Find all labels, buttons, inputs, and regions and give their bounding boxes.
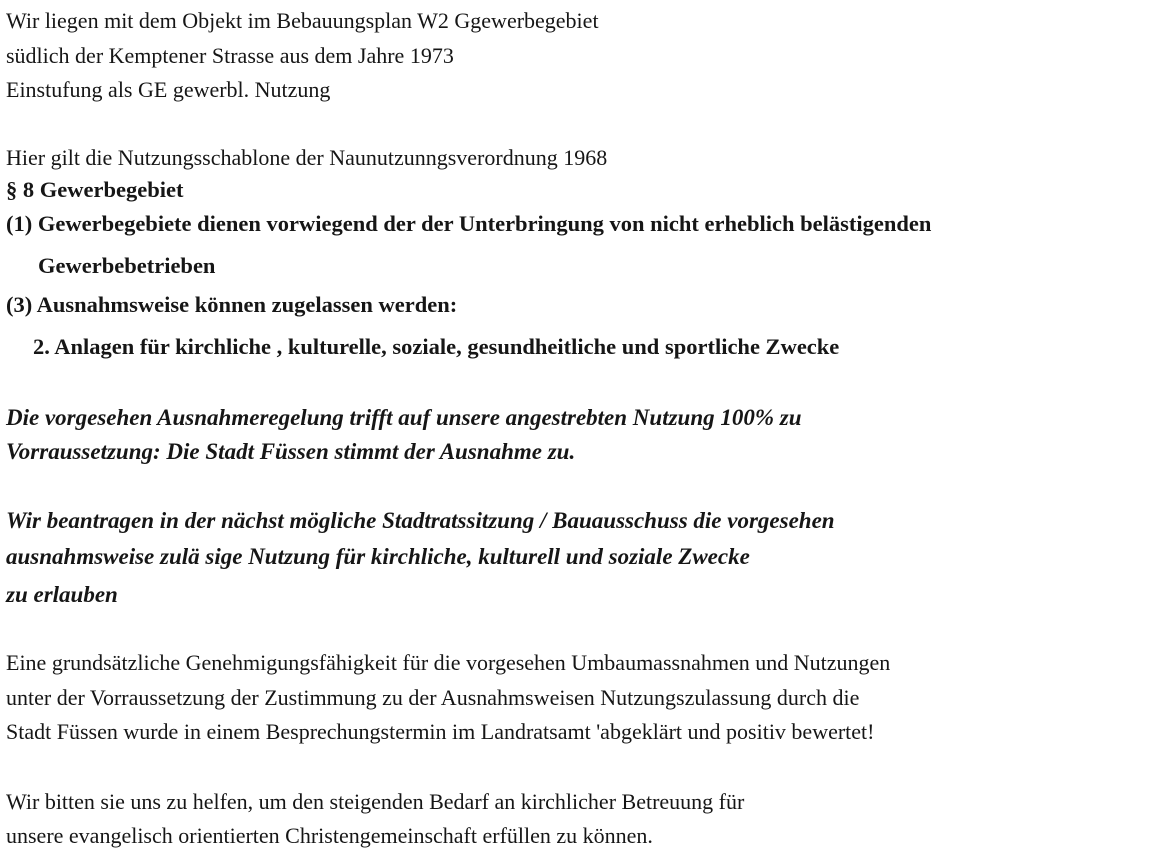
request-line-2: ausnahmsweise zulä sige Nutzung für kirchliche, kulturell und soziale Zwecke bbox=[6, 544, 750, 569]
intro-line-3: Einstufung als GE gewerbl. Nutzung bbox=[6, 77, 331, 102]
approval-line-2: unter der Vorraussetzung der Zustimmung zu der Ausnahmsweisen Nutzungszulassung durch die bbox=[6, 685, 860, 710]
paragraph-1-line-1: (1) Gewerbegebiete dienen vorwiegend der der Unterbringung von nicht erheblich belästigenden bbox=[6, 211, 932, 236]
intro-line-1: Wir liegen mit dem Objekt im Bebauungsplan W2 Ggewerbegebiet bbox=[6, 8, 599, 33]
regulation-intro: Hier gilt die Nutzungsschablone der Naunutzunngsverordnung 1968 bbox=[6, 145, 608, 170]
approval-line-1: Eine grundsätzliche Genehmigungsfähigkeit für die vorgesehen Umbaumassnahmen und Nutzungen bbox=[6, 650, 891, 675]
request-line-3: zu erlauben bbox=[6, 582, 118, 607]
paragraph-3-line-1: (3) Ausnahmsweise können zugelassen werden: bbox=[6, 292, 458, 317]
paragraph-3-line-2: 2. Anlagen für kirchliche , kulturelle, soziale, gesundheitliche und sportliche Zwecke bbox=[33, 334, 840, 359]
approval-line-3: Stadt Füssen wurde in einem Besprechungstermin im Landratsamt 'abgeklärt und positiv bewertet! bbox=[6, 719, 875, 744]
request-line-1: Wir beantragen in der nächst mögliche Stadtratssitzung / Bauausschuss die vorgesehen bbox=[6, 508, 835, 533]
closing-line-2: unsere evangelisch orientierten Christengemeinschaft erfüllen zu können. bbox=[6, 823, 653, 848]
assessment-line-2: Vorraussetzung: Die Stadt Füssen stimmt der Ausnahme zu. bbox=[6, 439, 576, 464]
assessment-line-1: Die vorgesehen Ausnahmeregelung trifft auf unsere angestrebten Nutzung 100% zu bbox=[6, 405, 802, 430]
closing-line-1: Wir bitten sie uns zu helfen, um den steigenden Bedarf an kirchlicher Betreuung für bbox=[6, 789, 745, 814]
section-heading: § 8 Gewerbegebiet bbox=[6, 177, 184, 202]
paragraph-1-line-2: Gewerbebetrieben bbox=[38, 253, 216, 278]
intro-line-2: südlich der Kemptener Strasse aus dem Jahre 1973 bbox=[6, 43, 454, 68]
